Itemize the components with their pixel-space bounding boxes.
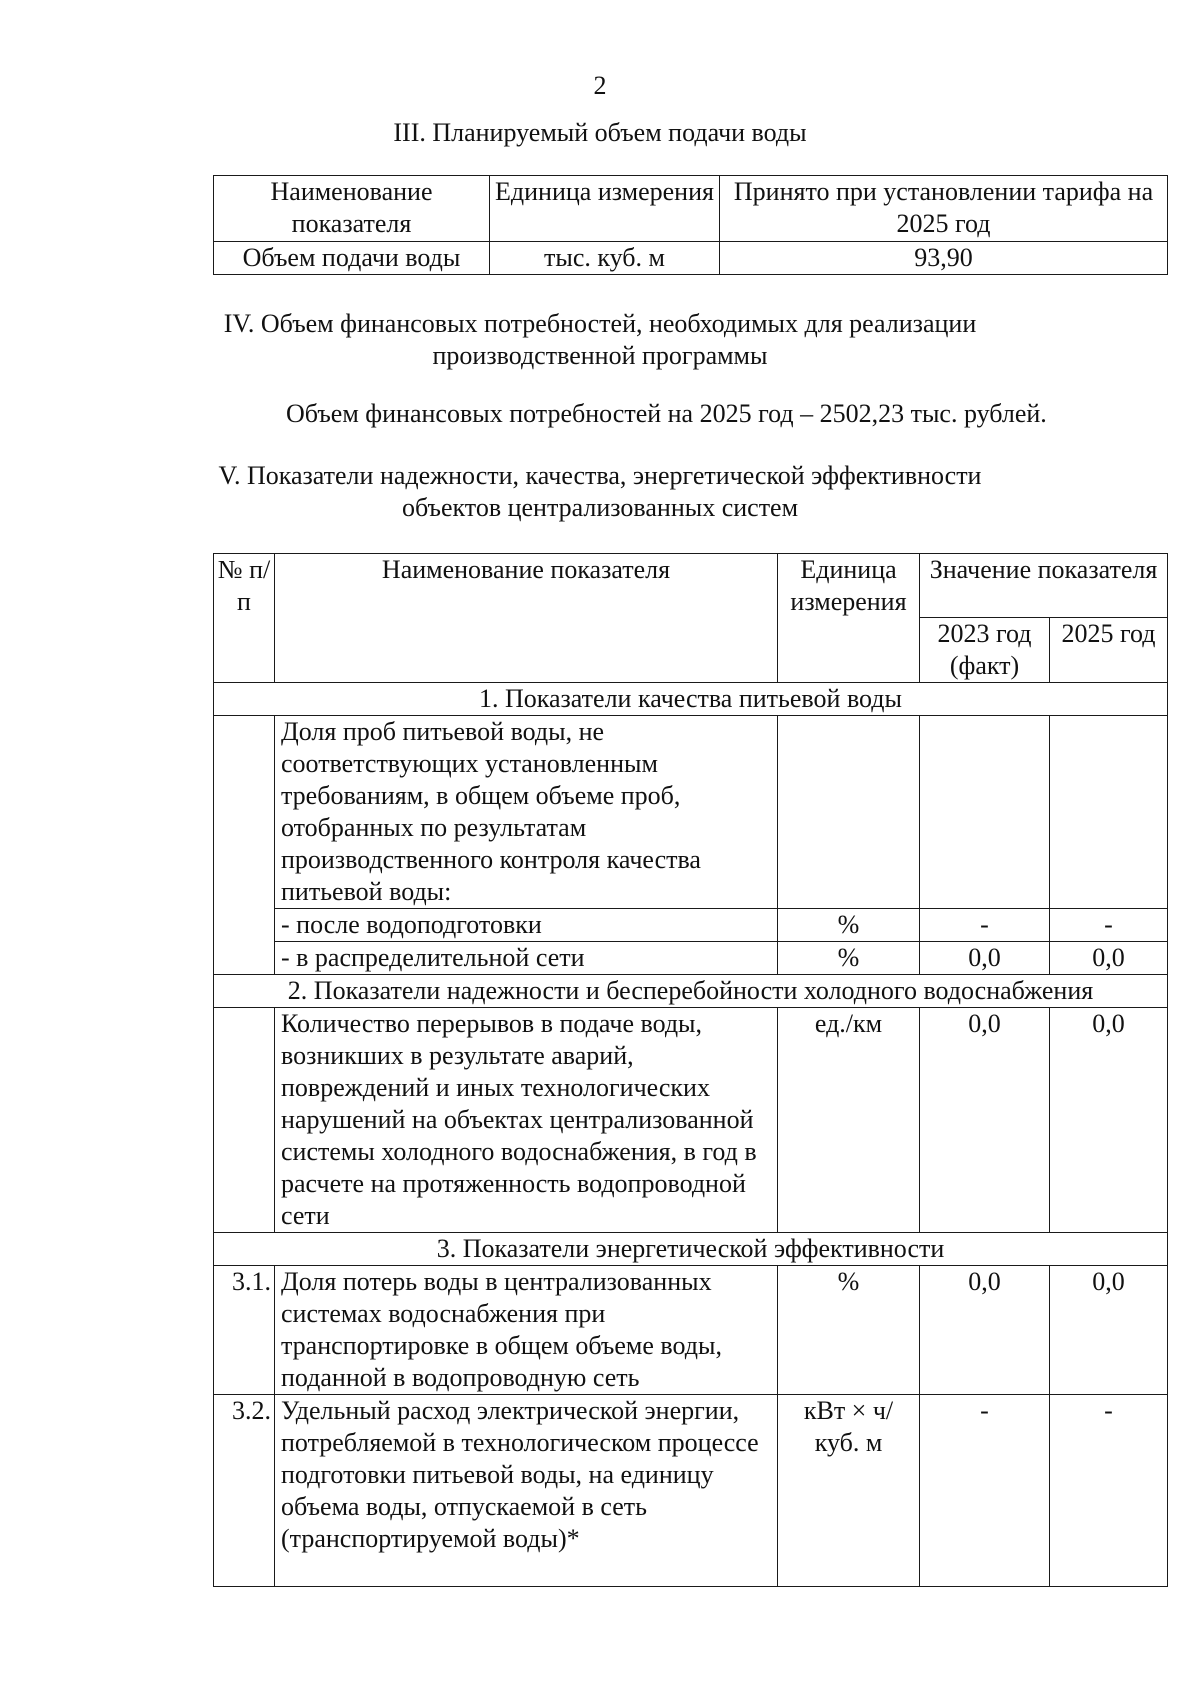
group-2-title: 2. Показатели надежности и бесперебойности холодного водоснабжения [214, 975, 1168, 1008]
interruptions-name: Количество перерывов в подаче воды, возникших в результате аварий, повреждений и иных технологических нарушений на объектах централизованной системы холодного водоснабжения, в год в расчете на протяженность водопроводной сети [275, 1008, 778, 1233]
financial-needs-text: Объем финансовых потребностей на 2025 год – 2502,23 тыс. рублей. [286, 399, 1047, 428]
electricity-consumption-2023: - [920, 1395, 1050, 1587]
header-year-2023: 2023 год (факт) [920, 618, 1050, 683]
group-1-number-cell [214, 716, 275, 975]
electricity-consumption-number: 3.2. [214, 1395, 275, 1587]
water-losses-number: 3.1. [214, 1266, 275, 1395]
header-row-number: № п/п [214, 554, 275, 683]
electricity-consumption-2025: - [1050, 1395, 1168, 1587]
header-indicator-name: Наименование показателя [214, 176, 490, 242]
water-losses-2023: 0,0 [920, 1266, 1050, 1395]
group-1-unit-empty [778, 716, 920, 909]
row-indicator-name: Объем подачи воды [214, 242, 490, 275]
section-4-title-line-2: производственной программы [432, 341, 768, 370]
group-1-2023-empty [920, 716, 1050, 909]
header-unit: Единица измерения [778, 554, 920, 683]
header-year-2025: 2025 год [1050, 618, 1168, 683]
electricity-consumption-unit: кВт × ч/ куб. м [778, 1395, 920, 1587]
header-unit: Единица измерения [490, 176, 720, 242]
after-treatment-2025: - [1050, 909, 1168, 942]
interruptions-2023: 0,0 [920, 1008, 1050, 1233]
distribution-network-name: - в распределительной сети [275, 942, 778, 975]
distribution-network-2025: 0,0 [1050, 942, 1168, 975]
water-losses-2025: 0,0 [1050, 1266, 1168, 1395]
after-treatment-name: - после водоподготовки [275, 909, 778, 942]
after-treatment-unit: % [778, 909, 920, 942]
section-5-title-line-1: V. Показатели надежности, качества, энергетической эффективности [218, 461, 982, 490]
row-unit: тыс. куб. м [490, 242, 720, 275]
indicators-table [213, 553, 1168, 1587]
group-2-number-cell [214, 1008, 275, 1233]
section-5-title-line-2: объектов централизованных систем [401, 493, 799, 522]
water-losses-unit: % [778, 1266, 920, 1395]
group-3-title: 3. Показатели энергетической эффективности [214, 1233, 1168, 1266]
group-1-2025-empty [1050, 716, 1168, 909]
interruptions-unit: ед./км [778, 1008, 920, 1233]
water-losses-name: Доля потерь воды в централизованных системах водоснабжения при транспортировке в общем объеме воды, поданной в водопроводную сеть [275, 1266, 778, 1395]
group-1-title: 1. Показатели качества питьевой воды [214, 683, 1168, 716]
distribution-network-2023: 0,0 [920, 942, 1050, 975]
header-indicator-name: Наименование показателя [275, 554, 778, 683]
row-value: 93,90 [720, 242, 1168, 275]
after-treatment-2023: - [920, 909, 1050, 942]
header-value: Значение показателя [920, 554, 1168, 618]
section-3-title: III. Планируемый объем подачи воды [393, 118, 807, 147]
interruptions-2025: 0,0 [1050, 1008, 1168, 1233]
section-4-title-line-1: IV. Объем финансовых потребностей, необходимых для реализации [223, 309, 977, 338]
page-number: 2 [593, 71, 607, 100]
group-1-description: Доля проб питьевой воды, не соответствующих установленным требованиям, в общем объеме проб, отобранных по результатам производственного контроля качества питьевой воды: [275, 716, 778, 909]
electricity-consumption-name: Удельный расход электрической энергии, потребляемой в технологическом процессе подготовки питьевой воды, на единицу объема воды, отпускаемой в сеть (транспортируемой воды)* [275, 1395, 778, 1587]
distribution-network-unit: % [778, 942, 920, 975]
header-accepted-2025: Принято при установлении тарифа на 2025 год [720, 176, 1168, 242]
water-supply-volume-table [213, 175, 1168, 275]
